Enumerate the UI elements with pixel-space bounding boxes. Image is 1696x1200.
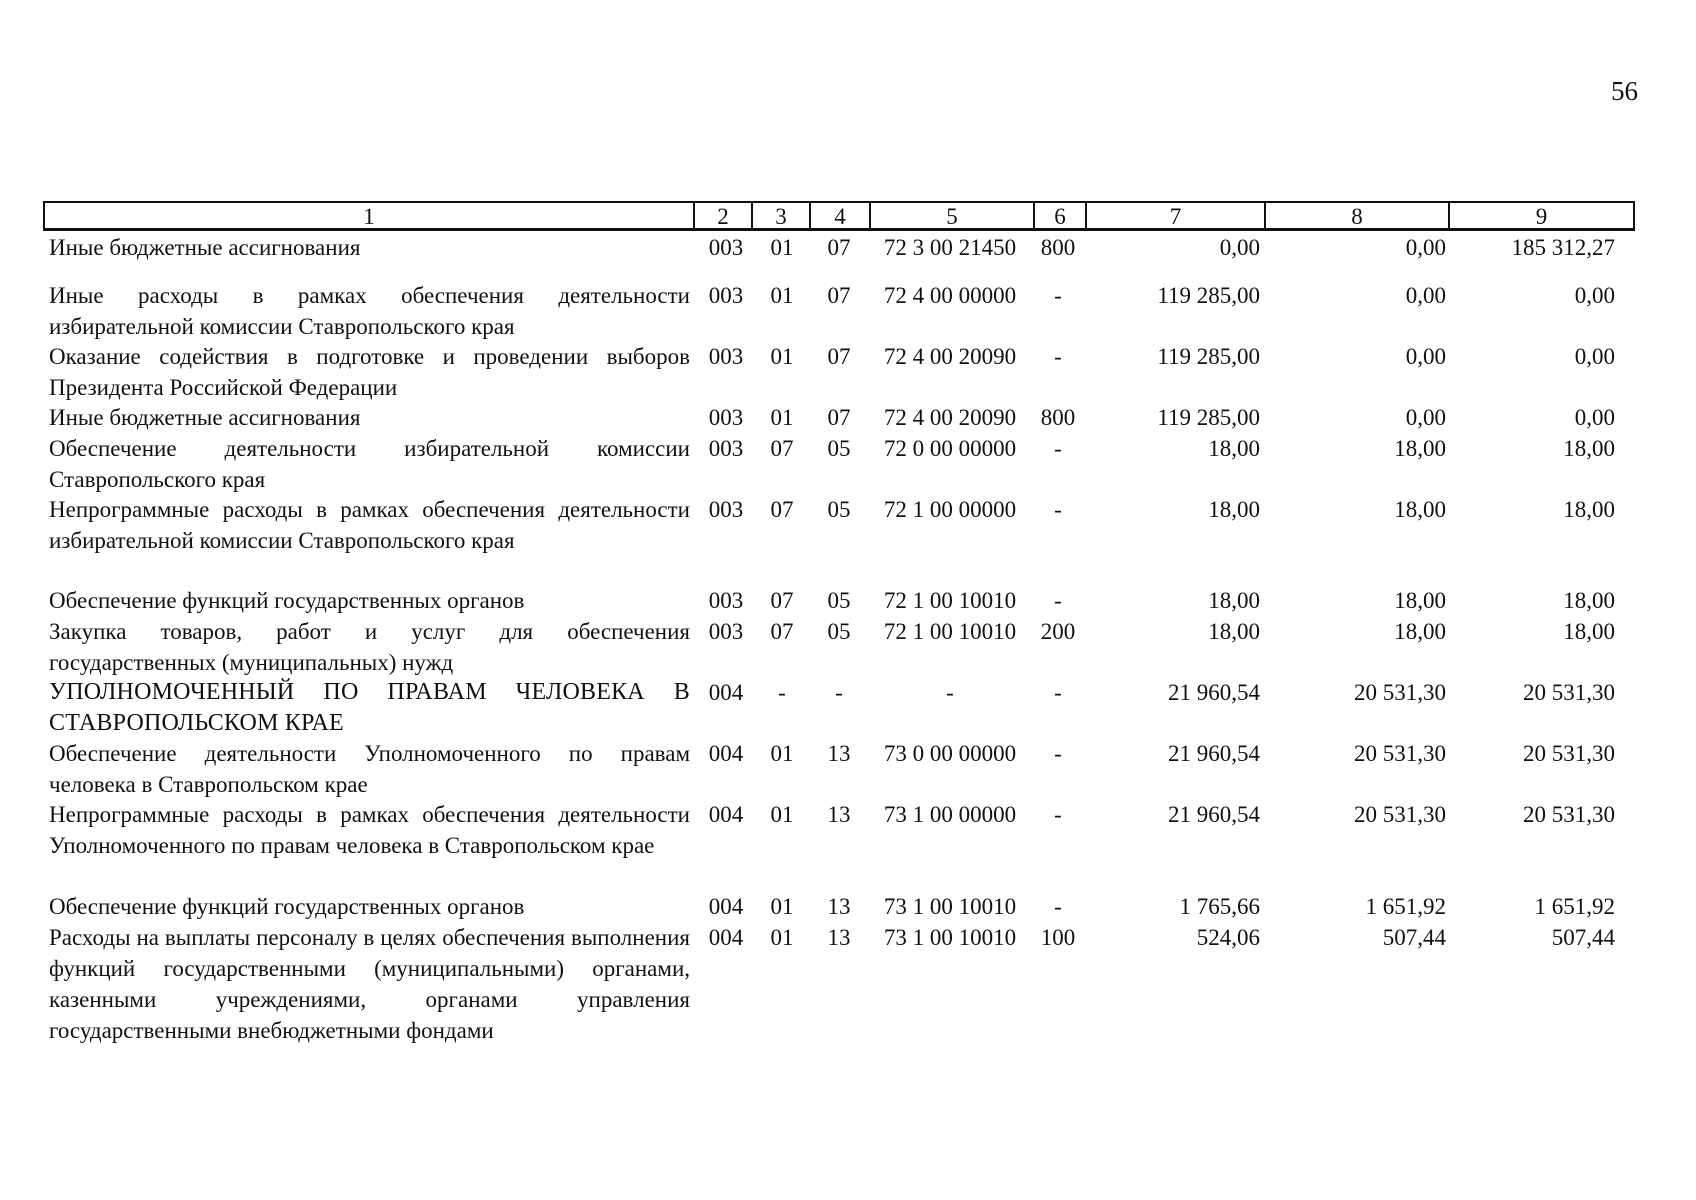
row-amount-7: 0,00 xyxy=(1219,235,1260,260)
row-target-article: 72 1 00 10010 xyxy=(883,619,1017,644)
row-amount-7: 18,00 xyxy=(1208,588,1260,613)
row-amount-7: 18,00 xyxy=(1208,497,1260,522)
row-amount-9: 185 312,27 xyxy=(1511,235,1615,260)
row-code: 004 xyxy=(708,802,744,827)
row-code: 003 xyxy=(708,588,744,613)
row-expense-type: - xyxy=(1054,894,1062,919)
row-section: 01 xyxy=(770,344,794,369)
row-target-article: 72 3 00 21450 xyxy=(883,235,1017,260)
row-expense-type: - xyxy=(1054,283,1062,308)
row-name: УПОЛНОМОЧЕННЫЙ ПО ПРАВАМ ЧЕЛОВЕКА В СТАВРОПОЛЬСКОМ КРАЕ xyxy=(49,679,690,736)
row-target-article: 72 0 00 00000 xyxy=(883,436,1017,461)
row-expense-type: 800 xyxy=(1040,235,1076,260)
row-amount-8: 0,00 xyxy=(1405,344,1446,369)
row-amount-8: 0,00 xyxy=(1405,235,1446,260)
row-expense-type: 100 xyxy=(1040,925,1076,950)
row-name: Обеспечение функций государственных органов xyxy=(49,588,525,613)
row-amount-9: 18,00 xyxy=(1563,497,1615,522)
row-section: 01 xyxy=(770,235,794,260)
row-amount-7: 1 765,66 xyxy=(1179,894,1260,919)
row-name: Обеспечение деятельности избирательной комиссии Ставропольского края xyxy=(49,436,690,492)
row-subsection: 13 xyxy=(827,894,851,919)
row-amount-8: 18,00 xyxy=(1394,436,1446,461)
row-name: Закупка товаров, работ и услуг для обеспечения государственных (муниципальных) нужд xyxy=(49,619,690,675)
row-section: 07 xyxy=(770,588,794,613)
row-subsection: 07 xyxy=(827,344,851,369)
row-amount-9: 20 531,30 xyxy=(1523,741,1615,766)
row-amount-7: 18,00 xyxy=(1208,619,1260,644)
row-target-article: 72 4 00 20090 xyxy=(883,344,1017,369)
row-code: 003 xyxy=(708,436,744,461)
row-amount-8: 0,00 xyxy=(1405,283,1446,308)
row-code: 004 xyxy=(708,925,744,950)
row-code: 004 xyxy=(708,741,744,766)
row-amount-7: 18,00 xyxy=(1208,436,1260,461)
row-amount-9: 0,00 xyxy=(1574,344,1615,369)
row-amount-7: 21 960,54 xyxy=(1168,802,1260,827)
row-target-article: 73 1 00 10010 xyxy=(883,925,1017,950)
row-amount-7: 119 285,00 xyxy=(1157,283,1260,308)
row-subsection: 13 xyxy=(827,802,851,827)
row-code: 004 xyxy=(708,894,744,919)
row-code: 003 xyxy=(708,283,744,308)
row-expense-type: - xyxy=(1054,680,1062,705)
row-amount-9: 20 531,30 xyxy=(1523,802,1615,827)
row-amount-9: 0,00 xyxy=(1574,283,1615,308)
row-amount-8: 507,44 xyxy=(1382,925,1446,950)
row-code: 003 xyxy=(708,497,744,522)
header-cell-9: 9 xyxy=(1535,204,1548,229)
row-amount-9: 0,00 xyxy=(1574,405,1615,430)
row-name: Оказание содействия в подготовке и проведении выборов Президента Российской Федерации xyxy=(49,344,690,400)
row-amount-8: 0,00 xyxy=(1405,405,1446,430)
row-name: Непрограммные расходы в рамках обеспечения деятельности Уполномоченного по правам человека в Ставропольском крае xyxy=(49,802,690,858)
row-target-article: - xyxy=(946,680,954,705)
row-target-article: 72 4 00 00000 xyxy=(883,283,1017,308)
row-code: 003 xyxy=(708,619,744,644)
row-amount-9: 18,00 xyxy=(1563,588,1615,613)
row-amount-9: 18,00 xyxy=(1563,436,1615,461)
row-expense-type: 200 xyxy=(1040,619,1076,644)
header-cell-6: 6 xyxy=(1035,203,1087,228)
row-code: 004 xyxy=(708,680,744,705)
row-expense-type: - xyxy=(1054,802,1062,827)
row-amount-7: 524,06 xyxy=(1196,925,1260,950)
row-section: 01 xyxy=(770,283,794,308)
row-name: Обеспечение деятельности Уполномоченного по правам человека в Ставропольском крае xyxy=(49,741,690,797)
row-subsection: 05 xyxy=(827,497,851,522)
row-expense-type: - xyxy=(1054,436,1062,461)
row-amount-8: 1 651,92 xyxy=(1365,894,1446,919)
page-number: 56 xyxy=(1611,76,1638,106)
row-subsection: - xyxy=(835,680,843,705)
row-target-article: 72 1 00 10010 xyxy=(883,588,1017,613)
header-cell-7: 7 xyxy=(1087,203,1266,228)
row-target-article: 73 1 00 00000 xyxy=(883,802,1017,827)
row-subsection: 05 xyxy=(827,436,851,461)
row-section: 01 xyxy=(770,802,794,827)
row-section: 07 xyxy=(770,619,794,644)
row-amount-7: 119 285,00 xyxy=(1157,344,1260,369)
row-subsection: 13 xyxy=(827,925,851,950)
header-cell-8: 8 xyxy=(1266,203,1450,228)
header-cell-3: 3 xyxy=(753,203,811,228)
row-amount-9: 1 651,92 xyxy=(1534,894,1615,919)
row-name: Непрограммные расходы в рамках обеспечения деятельности избирательной комиссии Ставропольского края xyxy=(49,497,690,553)
row-section: 01 xyxy=(770,894,794,919)
row-code: 003 xyxy=(708,235,744,260)
header-cell-1: 1 xyxy=(45,203,695,228)
row-amount-8: 20 531,30 xyxy=(1354,802,1446,827)
row-expense-type: 800 xyxy=(1040,405,1076,430)
row-amount-8: 18,00 xyxy=(1394,619,1446,644)
row-amount-9: 20 531,30 xyxy=(1523,680,1615,705)
row-target-article: 73 1 00 10010 xyxy=(883,894,1017,919)
row-code: 003 xyxy=(708,344,744,369)
row-section: 07 xyxy=(770,436,794,461)
row-code: 003 xyxy=(708,405,744,430)
row-amount-8: 20 531,30 xyxy=(1354,680,1446,705)
row-amount-7: 119 285,00 xyxy=(1157,405,1260,430)
row-name: Обеспечение функций государственных органов xyxy=(49,894,525,919)
row-expense-type: - xyxy=(1054,344,1062,369)
row-target-article: 73 0 00 00000 xyxy=(883,741,1017,766)
row-expense-type: - xyxy=(1054,588,1062,613)
header-cell-5: 5 xyxy=(871,203,1035,228)
row-name: Расходы на выплаты персоналу в целях обеспечения выполнения функций государственными (муниципальными) органами, казенными учреждениями, органами управления государственными внебюджетными фондами xyxy=(49,925,690,1043)
row-amount-7: 21 960,54 xyxy=(1168,680,1260,705)
header-cell-4: 4 xyxy=(811,203,871,228)
row-section: 01 xyxy=(770,925,794,950)
row-section: 01 xyxy=(770,741,794,766)
row-name: Иные бюджетные ассигнования xyxy=(49,235,361,260)
row-expense-type: - xyxy=(1054,497,1062,522)
row-subsection: 05 xyxy=(827,619,851,644)
row-section: - xyxy=(778,680,786,705)
row-target-article: 72 1 00 00000 xyxy=(883,497,1017,522)
row-subsection: 07 xyxy=(827,405,851,430)
row-amount-9: 18,00 xyxy=(1563,619,1615,644)
row-target-article: 72 4 00 20090 xyxy=(883,405,1017,430)
row-subsection: 07 xyxy=(827,235,851,260)
row-subsection: 05 xyxy=(827,588,851,613)
row-section: 07 xyxy=(770,497,794,522)
row-amount-8: 20 531,30 xyxy=(1354,741,1446,766)
row-name: Иные расходы в рамках обеспечения деятельности избирательной комиссии Ставропольского края xyxy=(49,283,690,339)
row-amount-9: 507,44 xyxy=(1551,925,1615,950)
row-amount-8: 18,00 xyxy=(1394,588,1446,613)
row-section: 01 xyxy=(770,405,794,430)
row-subsection: 07 xyxy=(827,283,851,308)
row-amount-7: 21 960,54 xyxy=(1168,741,1260,766)
row-amount-8: 18,00 xyxy=(1394,497,1446,522)
row-expense-type: - xyxy=(1054,741,1062,766)
row-subsection: 13 xyxy=(827,741,851,766)
header-cell-2: 2 xyxy=(695,203,753,228)
row-name: Иные бюджетные ассигнования xyxy=(49,405,361,430)
